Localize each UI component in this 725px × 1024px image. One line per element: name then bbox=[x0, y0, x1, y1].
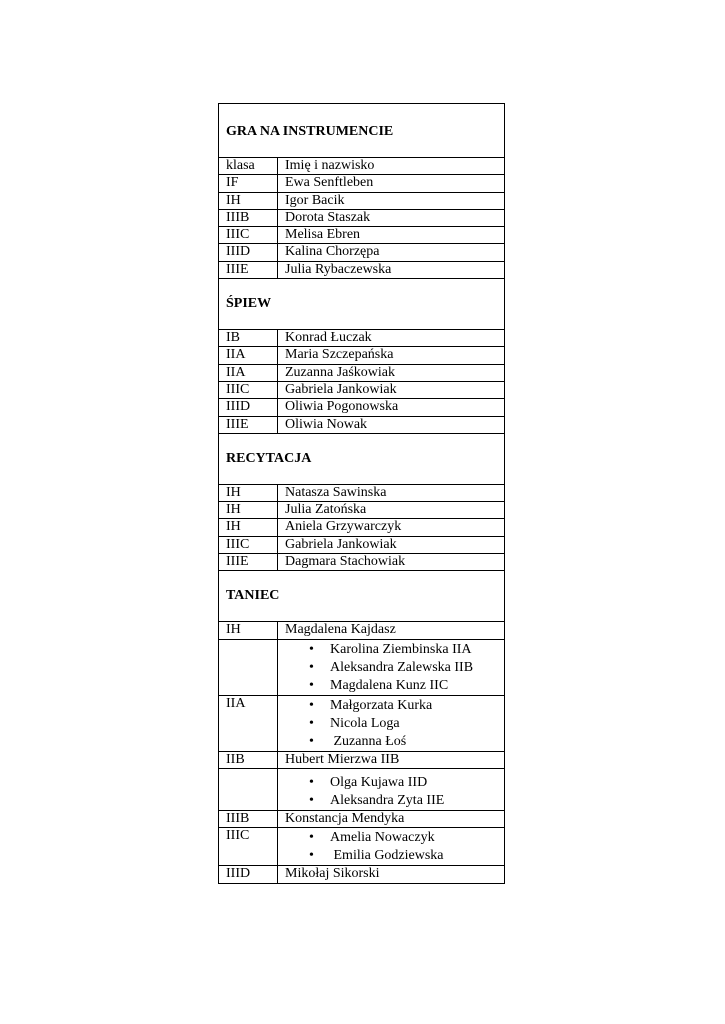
student-name-cell: Mikołaj Sikorski bbox=[278, 866, 505, 883]
table-row bbox=[219, 209, 505, 226]
student-name-cell: Maria Szczepańska bbox=[278, 347, 505, 364]
bullet-icon: • bbox=[309, 641, 314, 657]
student-name-cell: Julia Rybaczewska bbox=[278, 261, 505, 278]
student-name-cell: Melisa Ebren bbox=[278, 227, 505, 244]
class-cell: IH bbox=[219, 622, 278, 639]
list-item bbox=[285, 677, 504, 695]
student-list-cell bbox=[278, 695, 505, 751]
student-name-cell: Julia Zatońska bbox=[278, 502, 505, 519]
student-name-cell: Oliwia Pogonowska bbox=[278, 399, 505, 416]
student-list bbox=[285, 641, 504, 695]
class-cell: IB bbox=[219, 330, 278, 347]
section-title: TANIEC bbox=[219, 571, 505, 622]
table-row bbox=[219, 866, 505, 883]
student-name: Emilia Godziewska bbox=[330, 848, 444, 864]
bullet-icon: • bbox=[309, 697, 314, 713]
student-name-cell: Konstancja Mendyka bbox=[278, 810, 505, 827]
bullet-icon: • bbox=[309, 659, 314, 675]
student-name: Amelia Nowaczyk bbox=[330, 830, 435, 846]
table-body bbox=[219, 104, 505, 884]
student-name-cell: Konrad Łuczak bbox=[278, 330, 505, 347]
list-item bbox=[285, 641, 504, 659]
student-name: Magdalena Kunz IIC bbox=[330, 677, 449, 693]
table-row bbox=[219, 828, 505, 866]
student-name-cell: Hubert Mierzwa IIB bbox=[278, 751, 505, 768]
student-list bbox=[285, 774, 504, 810]
bullet-icon: • bbox=[309, 715, 314, 731]
student-name: Małgorzata Kurka bbox=[330, 697, 433, 713]
section-title: GRA NA INSTRUMENCIE bbox=[219, 104, 505, 158]
section-title: RECYTACJA bbox=[219, 433, 505, 484]
class-cell: IH bbox=[219, 484, 278, 501]
table-row bbox=[219, 484, 505, 501]
list-item bbox=[285, 715, 504, 733]
student-name: Olga Kujawa IID bbox=[330, 774, 428, 790]
student-list bbox=[285, 829, 504, 865]
table-row bbox=[219, 536, 505, 553]
table-row bbox=[219, 244, 505, 261]
table-row bbox=[219, 639, 505, 695]
class-cell: IIID bbox=[219, 866, 278, 883]
class-cell: IIIC bbox=[219, 381, 278, 398]
class-cell: IH bbox=[219, 502, 278, 519]
section-title: ŚPIEW bbox=[219, 279, 505, 330]
list-item bbox=[285, 774, 504, 792]
student-name-cell: Gabriela Jankowiak bbox=[278, 381, 505, 398]
class-cell: IIIC bbox=[219, 536, 278, 553]
student-name: Karolina Ziembinska IIA bbox=[330, 641, 472, 657]
class-cell: IIID bbox=[219, 399, 278, 416]
list-item bbox=[285, 792, 504, 810]
table-row bbox=[219, 347, 505, 364]
class-cell: IIA bbox=[219, 364, 278, 381]
class-cell: IIIB bbox=[219, 810, 278, 827]
student-name: Aleksandra Zalewska IIB bbox=[330, 659, 474, 675]
table-row bbox=[219, 695, 505, 751]
bullet-icon: • bbox=[309, 774, 314, 790]
class-cell: IIA bbox=[219, 347, 278, 364]
class-cell: IIIE bbox=[219, 416, 278, 433]
class-cell: IH bbox=[219, 192, 278, 209]
class-cell: IIIC bbox=[219, 227, 278, 244]
student-list bbox=[285, 697, 504, 751]
table-row bbox=[219, 622, 505, 639]
student-name: Zuzanna Łoś bbox=[330, 733, 407, 749]
class-cell: klasa bbox=[219, 158, 278, 175]
student-name-cell: Dagmara Stachowiak bbox=[278, 554, 505, 571]
table-row bbox=[219, 768, 505, 810]
table-row bbox=[219, 554, 505, 571]
table-row bbox=[219, 330, 505, 347]
section-header-row bbox=[219, 104, 505, 158]
table-row bbox=[219, 399, 505, 416]
student-name-cell: Kalina Chorzępa bbox=[278, 244, 505, 261]
table-row bbox=[219, 261, 505, 278]
student-name-cell: Dorota Staszak bbox=[278, 209, 505, 226]
class-cell: IIIC bbox=[219, 828, 278, 866]
class-cell: IF bbox=[219, 175, 278, 192]
bullet-icon: • bbox=[309, 830, 314, 846]
class-cell: IIB bbox=[219, 751, 278, 768]
bullet-icon: • bbox=[309, 733, 314, 749]
class-cell: IIIB bbox=[219, 209, 278, 226]
list-item bbox=[285, 659, 504, 677]
student-name-cell: Magdalena Kajdasz bbox=[278, 622, 505, 639]
section-header-row bbox=[219, 571, 505, 622]
table-row bbox=[219, 416, 505, 433]
list-item bbox=[285, 847, 504, 865]
table-row bbox=[219, 502, 505, 519]
section-header-row bbox=[219, 279, 505, 330]
table-row bbox=[219, 751, 505, 768]
student-list-cell bbox=[278, 828, 505, 866]
student-name: Aleksandra Zyta IIE bbox=[330, 792, 445, 808]
student-name-cell: Natasza Sawinska bbox=[278, 484, 505, 501]
table-row bbox=[219, 519, 505, 536]
list-item bbox=[285, 733, 504, 751]
class-cell: IIIE bbox=[219, 554, 278, 571]
class-cell bbox=[219, 639, 278, 695]
class-cell: IIA bbox=[219, 695, 278, 751]
table-row bbox=[219, 810, 505, 827]
student-name-cell: Igor Bacik bbox=[278, 192, 505, 209]
competition-table bbox=[218, 103, 505, 884]
student-name: Nicola Loga bbox=[330, 715, 400, 731]
bullet-icon: • bbox=[309, 792, 314, 808]
table-row bbox=[219, 227, 505, 244]
bullet-icon: • bbox=[309, 848, 314, 864]
list-item bbox=[285, 697, 504, 715]
table-row bbox=[219, 192, 505, 209]
section-header-row bbox=[219, 433, 505, 484]
table-row bbox=[219, 364, 505, 381]
table-row bbox=[219, 175, 505, 192]
class-cell: IIIE bbox=[219, 261, 278, 278]
student-name-cell: Ewa Senftleben bbox=[278, 175, 505, 192]
student-name-cell: Imię i nazwisko bbox=[278, 158, 505, 175]
student-name-cell: Zuzanna Jaśkowiak bbox=[278, 364, 505, 381]
bullet-icon: • bbox=[309, 677, 314, 693]
student-list-cell bbox=[278, 639, 505, 695]
class-cell: IIID bbox=[219, 244, 278, 261]
table-row bbox=[219, 381, 505, 398]
class-cell: IH bbox=[219, 519, 278, 536]
class-cell bbox=[219, 768, 278, 810]
table-row bbox=[219, 158, 505, 175]
student-name-cell: Aniela Grzywarczyk bbox=[278, 519, 505, 536]
student-name-cell: Oliwia Nowak bbox=[278, 416, 505, 433]
student-list-cell bbox=[278, 768, 505, 810]
student-name-cell: Gabriela Jankowiak bbox=[278, 536, 505, 553]
list-item bbox=[285, 829, 504, 847]
